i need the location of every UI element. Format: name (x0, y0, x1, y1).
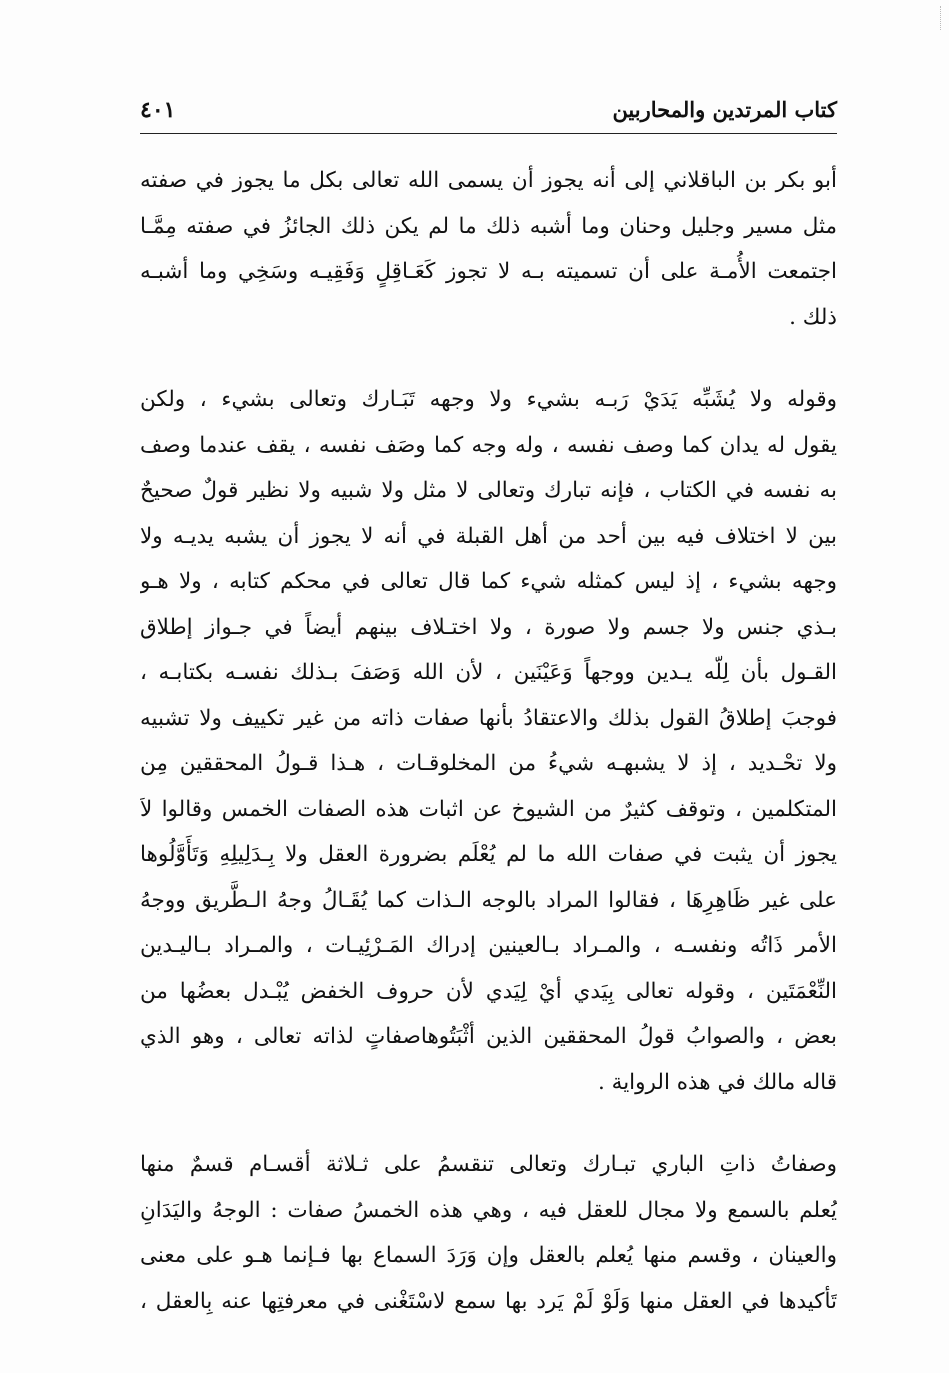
text-line: والعينان ، وقسم منها يُعلم بالعقل وإن وَرَدَ السماع بها فـإنما هـو على معنى (140, 1243, 837, 1268)
scan-mark (934, 6, 941, 30)
running-title: كتاب المرتدين والمحاربين (612, 97, 837, 122)
text-line: به نفسه في الكتاب ، فإنه تبارك وتعالى لا مثل ولا شبيه ولا نظير قولٌ صحيحٌ (140, 478, 837, 503)
paragraph-1 (140, 158, 837, 340)
paragraph-2 (140, 377, 837, 1105)
text-line: الأمر ذَاتُه ونفسـه ، والمـراد بـالعينين إدراك المَـرْئِيـات ، والمـراد بـاليـدين (140, 933, 837, 958)
paragraph-gap (140, 340, 837, 377)
text-line: النِّعْمَتَين ، وقوله تعالى بِيَدي أيْ لِيَدي لأن حروف الخفض يُبْـدل بعضُها من (140, 978, 837, 1004)
page-number: ٤٠١ (140, 97, 176, 123)
paragraph-gap (140, 1105, 837, 1142)
text-line: يُعلم بالسمع ولا مجال للعقل فيه ، وهي هذه الخمسُ صفات : الوجهُ واليَدَانِ (140, 1197, 837, 1223)
text-line: يقول له يدان كما وصف نفسه ، وله وجه كما وصَف نفسه ، يقف عندما وصف (140, 432, 837, 458)
text-line: قاله مالك في هذه الرواية . (598, 1069, 837, 1095)
text-line: القـول بأن لِلّه يـدين ووجهاً وَعَيْنَين ، لأن الله وَصَفَ بـذلك نفسـه بكتابـه ، (140, 660, 837, 685)
text-line: ولا تحْـديد ، إذ لا يشبهـه شيءُ من المخلوقـات ، هـذا قـولُ المحققين مِن (140, 751, 837, 776)
header-rule (140, 133, 837, 134)
text-line: بعض ، والصوابُ قولُ المحققين الذين أثْبَتُوهاصفاتٍ لذاته تعالى ، وهو الذي (140, 1024, 837, 1049)
text-line: اجتمعت الأُمـة على أن تسميته بـه لا تجوز كَعَـاقِلٍ وَفَقِيـه وسَخِي وما أشبـه (140, 259, 837, 284)
text-line: فوجبَ إطلاقُ القول بذلك والاعتقادُ بأنها صفات ذاته من غير تكييف ولا تشبيه (140, 705, 837, 731)
text-line: بـذي جنس ولا جسم ولا صورة ، ولا اختـلاف بينهم أيضاً في جـواز إطلاق (140, 614, 837, 640)
text-line: يجوز أن يثبت في صفات الله ما لم يُعْلَم بضرورة العقل ولا بِـدَلِيلِهِ وَتَأَوَّلُوها (140, 842, 837, 867)
text-line: أبو بكر بن الباقلاني إلى أنه يجوز أن يسمى الله تعالى بكل ما يجوز في صفته (140, 168, 837, 193)
text-line: المتكلمين ، وتوقف كثيرٌ من الشيوخ عن اثبات هذه الصفات الخمس وقالوا لاَ (140, 796, 837, 822)
body-text (140, 158, 837, 1324)
text-line: بين لا اختلاف فيه بين أحد من أهل القبلة في أنه لا يجوز أن يشبه يديـه ولا (140, 523, 837, 549)
page-header (140, 92, 837, 132)
text-line: تَأكيدها في العقل منها وَلَوْ لَمْ يَرد بها سمع لاسْتَغْنى في معرفتِها عنه بِالعقل ، (140, 1288, 837, 1314)
paragraph-3 (140, 1142, 837, 1324)
text-line: وقوله ولا يُشَبِّه يَدَيْ رَبـه بشيء ولا وجهه تَبَـارك وتعالى بشيء ، ولكن (140, 387, 837, 412)
text-line: مثل مسير وجليل وحنان وما أشبه ذلك ما لم يكن ذلك الجائزُ في صفته مِمَّـا (140, 213, 837, 239)
text-line: وصفاتُ ذاتِ الباري تبـارك وتعالى تنقسمُ على ثـلاثة أقسـام قسمٌ منها (140, 1152, 837, 1177)
text-line: وجهه بشيء ، إذ ليس كمثله شيء كما قال تعالى في محكم كتابه ، ولا هـو (140, 569, 837, 594)
text-line: على غير ظَاهِرِهَا ، فقالوا المراد بالوجه الـذات كما يُقَـالُ وجهُ الـطَّريق ووجهُ (140, 887, 837, 913)
text-line: ذلك . (789, 304, 837, 330)
